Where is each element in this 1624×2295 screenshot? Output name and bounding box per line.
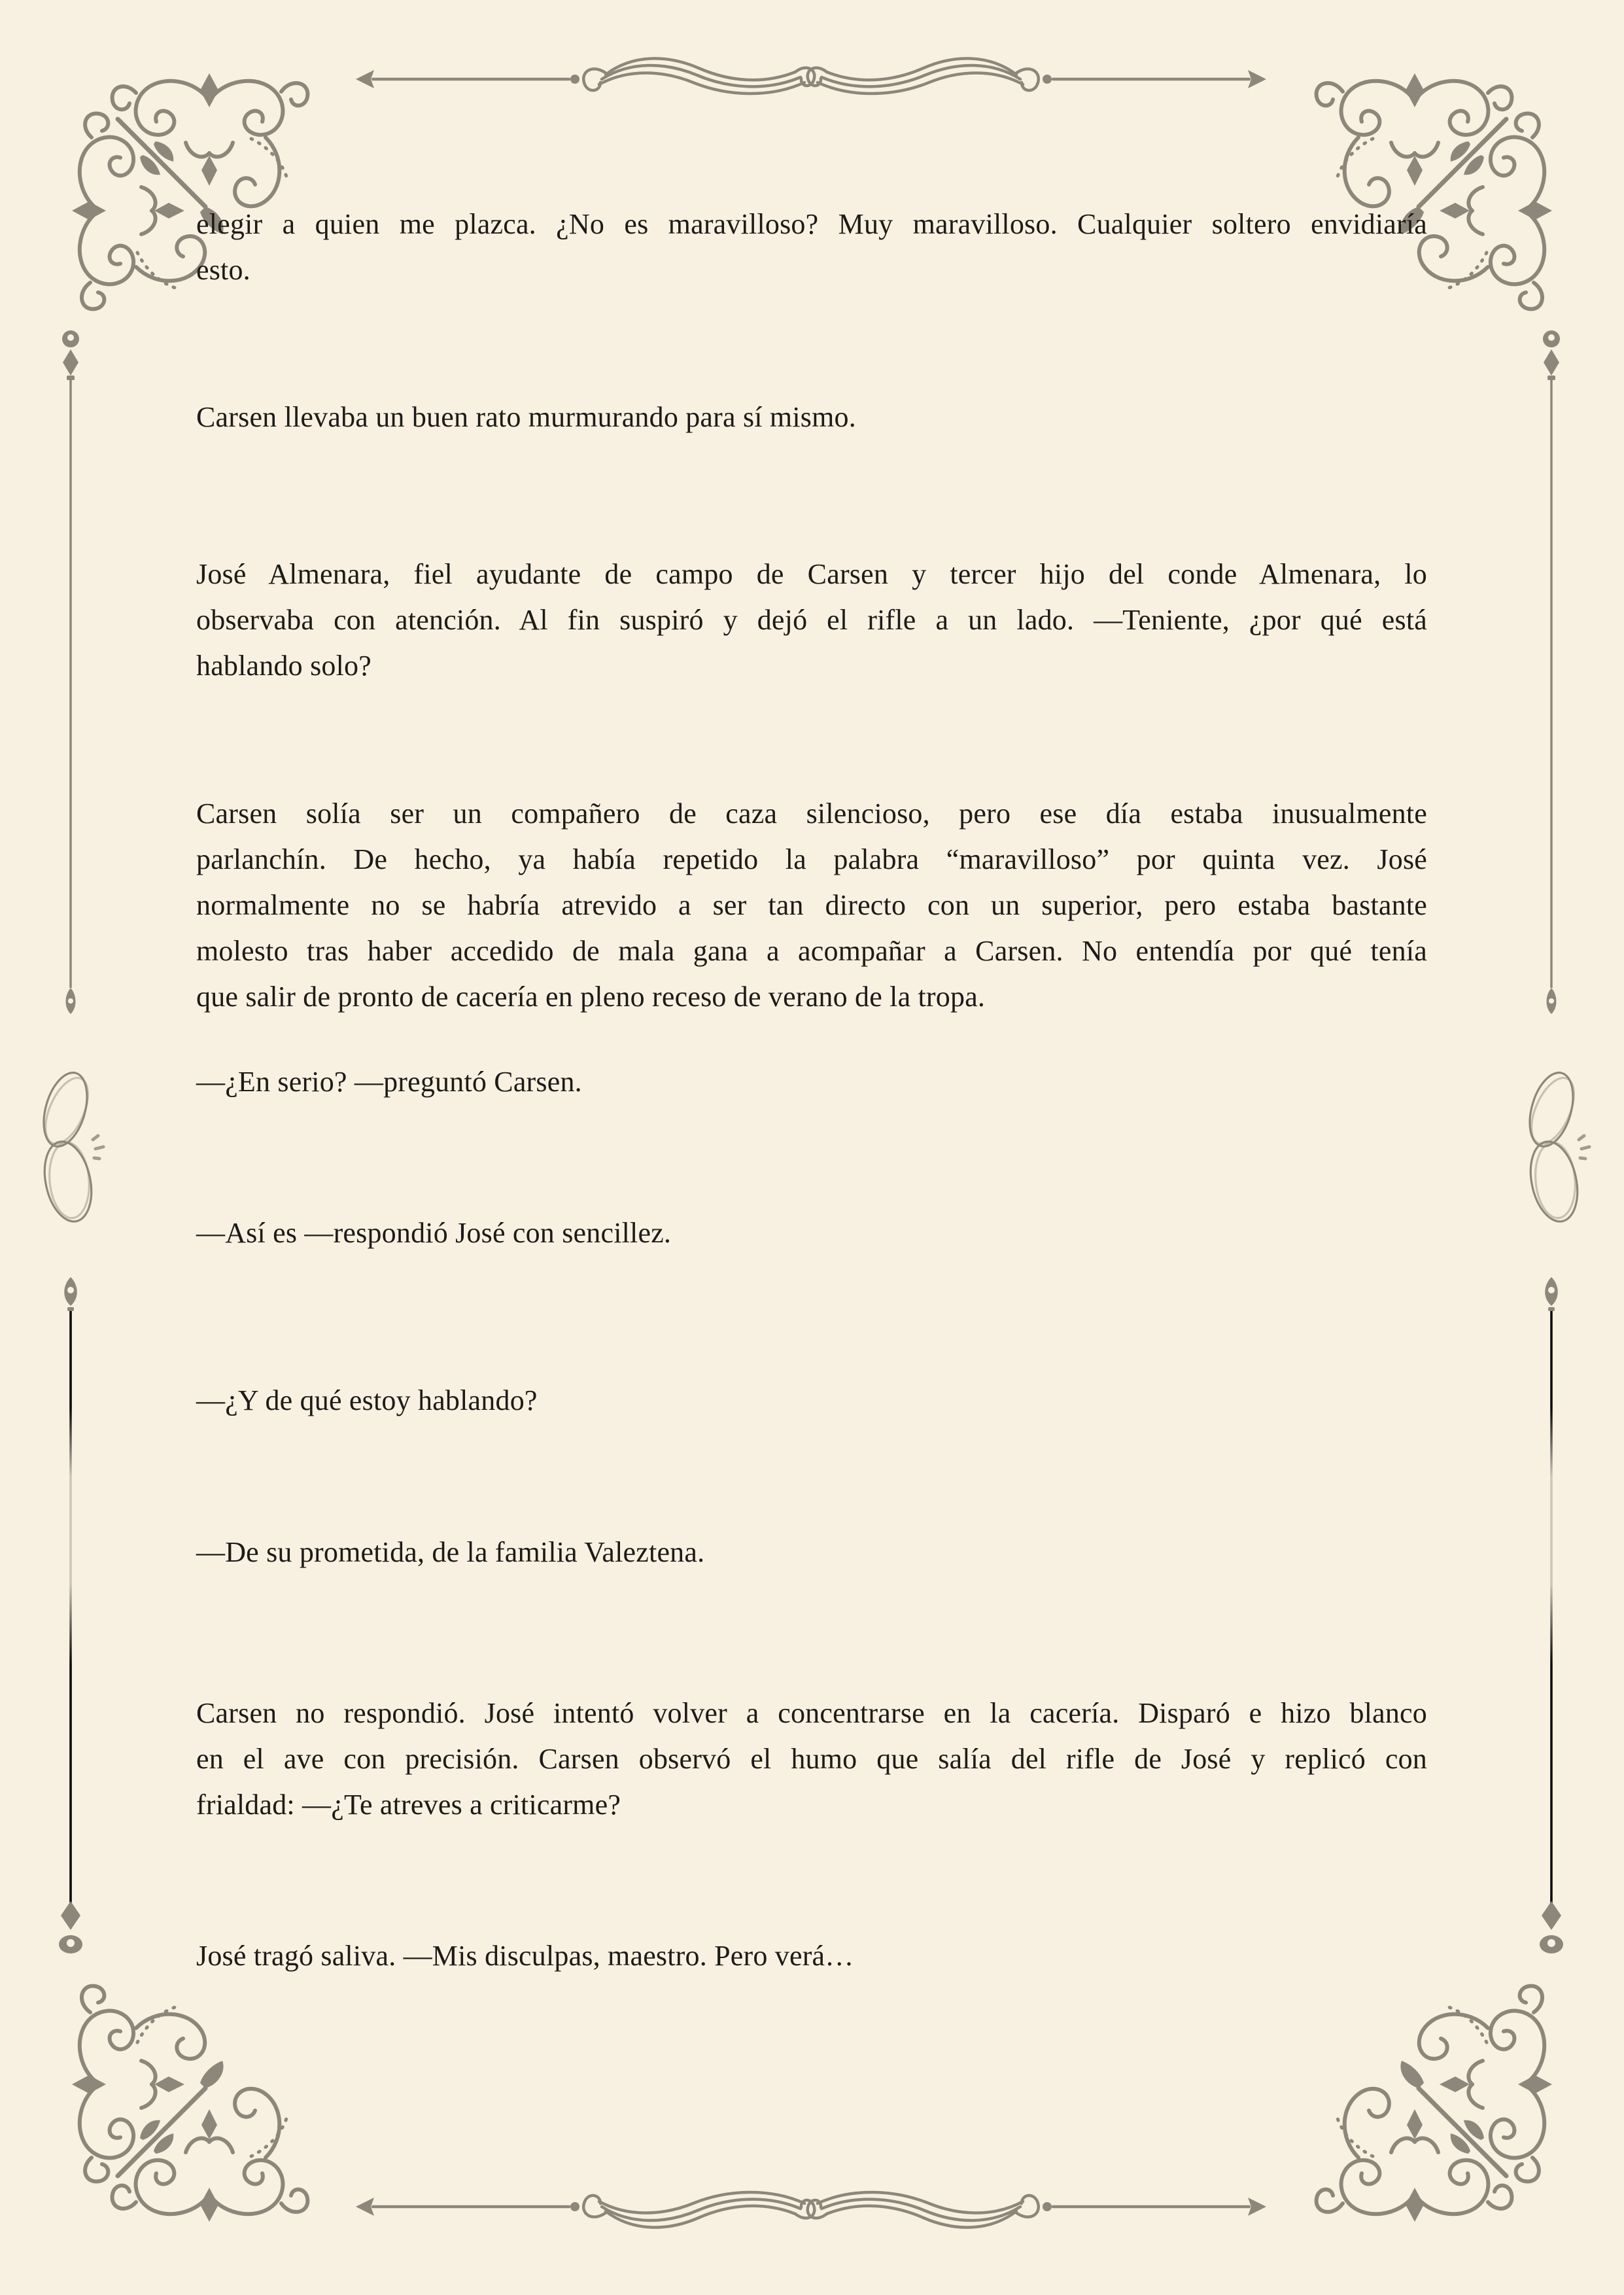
paragraph <box>196 552 1427 689</box>
dialogue-paragraph <box>196 1530 1427 1575</box>
text-line: —De su prometida, de la familia Valeztena. <box>196 1536 705 1568</box>
corner-flourish-icon <box>1324 1994 1566 2236</box>
text-line: Carsen llevaba un buen rato murmurando para sí mismo. <box>196 401 856 433</box>
text-line: Carsen no respondió. José intentó volver a concentrarse en la cacería. Disparó e hizo blanco <box>196 1697 1427 1729</box>
dialogue-paragraph <box>196 1378 1427 1424</box>
text-line: hablando solo? <box>196 650 371 682</box>
text-line: —¿Y de qué estoy hablando? <box>196 1384 538 1416</box>
rod-finial-icon <box>51 1274 90 1961</box>
text-line: parlanchín. De hecho, ya había repetido la palabra “maravilloso” por quinta vez. José <box>196 843 1427 875</box>
text-line: molesto tras haber accedido de mala gana a acompañar a Carsen. No entendía por qué tenía <box>196 935 1427 967</box>
rod-finial-icon <box>51 326 90 1019</box>
paragraph <box>196 394 1427 440</box>
text-line: esto. <box>196 254 251 286</box>
dialogue-paragraph <box>196 1210 1427 1256</box>
text-line: en el ave con precisión. Carsen observó el humo que salía del rifle de José y replicó con <box>196 1743 1427 1775</box>
text-line: —¿En serio? —preguntó Carsen. <box>196 1066 582 1098</box>
figure-eight-swirl-icon <box>26 1064 111 1227</box>
text-line: —Así es —respondió José con sencillez. <box>196 1217 672 1249</box>
text-line: observaba con atención. Al fin suspiró y dejó el rifle a un lado. —Teniente, ¿por qué está <box>196 604 1427 636</box>
text-line: elegir a quien me plazca. ¿No es maravilloso? Muy maravilloso. Cualquier soltero envidiaría <box>196 208 1427 240</box>
text-line: José tragó saliva. —Mis disculpas, maestro. Pero verá… <box>196 1940 854 1972</box>
text-line: Carsen solía ser un compañero de caza silencioso, pero ese día estaba inusualmente <box>196 797 1427 830</box>
dialogue-paragraph <box>196 1059 1427 1105</box>
text-line: que salir de pronto de cacería en pleno receso de verano de la tropa. <box>196 981 986 1013</box>
text-line: frialdad: —¿Te atreves a criticarme? <box>196 1789 621 1821</box>
paragraph <box>196 791 1427 1020</box>
text-line: José Almenara, fiel ayudante de campo de Carsen y tercer hijo del conde Almenara, lo <box>196 558 1427 590</box>
rod-finial-icon <box>1532 326 1571 1019</box>
arrow-swirl-divider-icon <box>353 43 1269 115</box>
paragraph <box>196 201 1427 293</box>
paragraph <box>196 1691 1427 1828</box>
arrow-swirl-divider-icon <box>353 2171 1269 2243</box>
rod-finial-icon <box>1532 1274 1571 1961</box>
figure-eight-swirl-icon <box>1512 1064 1597 1227</box>
paragraph <box>196 1933 1427 1979</box>
corner-flourish-icon <box>58 1994 300 2236</box>
text-line: normalmente no se habría atrevido a ser tan directo con un superior, pero estaba bastante <box>196 889 1427 921</box>
